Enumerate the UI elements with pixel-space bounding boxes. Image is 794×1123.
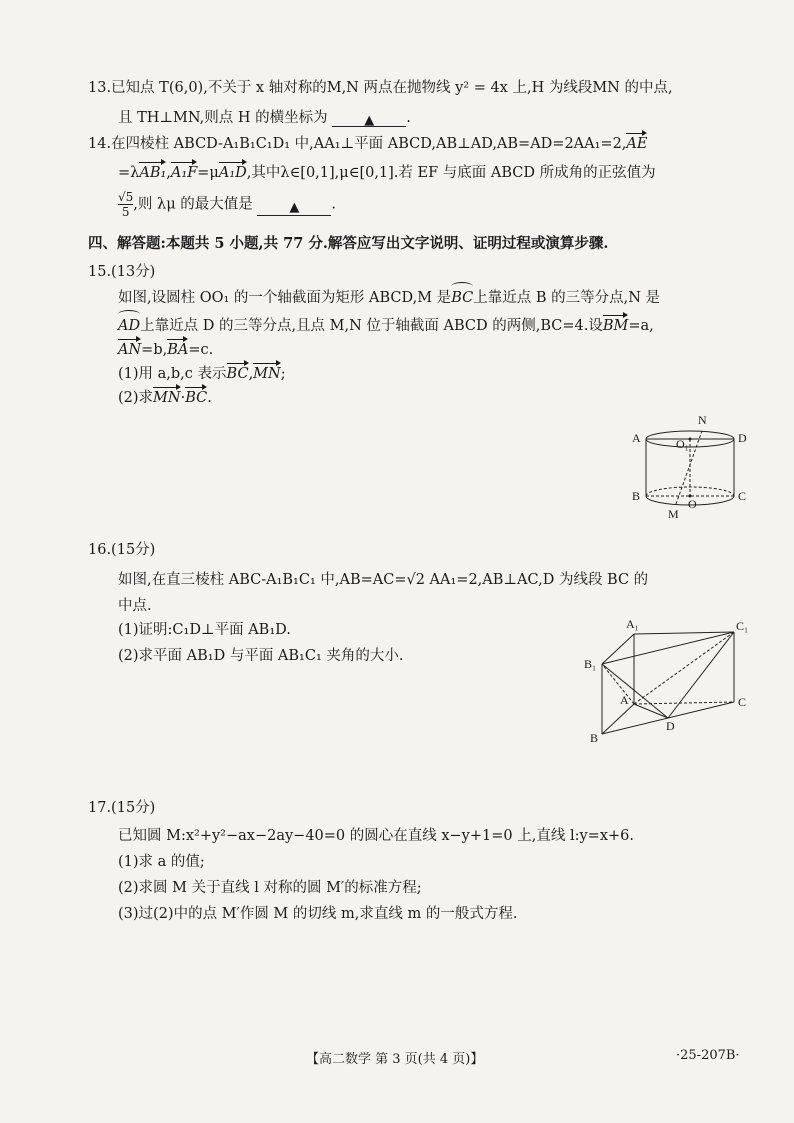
q15-sub2-dot: · xyxy=(180,390,186,406)
label-b: B xyxy=(632,489,641,503)
segment-a-b1 xyxy=(602,664,634,704)
label-o1: O₁ xyxy=(676,437,689,451)
label-m: M xyxy=(668,507,679,521)
q15-line2 xyxy=(118,316,654,336)
q13-end: . xyxy=(406,110,411,126)
label-c1: C₁ xyxy=(736,619,749,633)
q14-vector-a1d: A₁D xyxy=(218,165,247,181)
q14-line3 xyxy=(118,190,336,219)
q13-answer-blank xyxy=(332,110,406,127)
section-4-title: 四、解答题:本题共 5 小题,共 77 分.解答应写出文字说明、证明过程或演算步骤. xyxy=(88,235,609,252)
q14-sep: , xyxy=(166,165,171,181)
point-o1 xyxy=(689,438,692,441)
q15-line1a: 如图,设圆柱 OO₁ 的一个轴截面为矩形 ABCD,M 是 xyxy=(118,290,452,306)
q14-eq1: =λ xyxy=(118,165,140,181)
label-a1: A₁ xyxy=(626,617,639,631)
q14-end: . xyxy=(331,196,336,213)
answer-triangle-icon: ▲ xyxy=(364,113,375,128)
q14-answer-blank xyxy=(257,199,331,216)
q17-sub2: (2)求圆 M 关于直线 l 对称的圆 M′的标准方程; xyxy=(118,880,422,896)
q15-sub1a: (1)用 a,b,c 表示 xyxy=(118,366,227,382)
label-n: N xyxy=(698,413,707,427)
segment-c1-d xyxy=(668,632,734,718)
q16-prism-figure xyxy=(582,614,752,744)
q16-line1: 如图,在直三棱柱 ABC-A₁B₁C₁ 中,AB=AC=√2 AA₁=2,AB⊥AC,D 为线段 BC 的 xyxy=(118,572,649,588)
q15-sub2 xyxy=(118,388,212,408)
q14-vector-a1f: A₁F xyxy=(170,165,198,181)
q15-header: 15.(13分) xyxy=(88,264,156,280)
q15-sub2a: (2)求 xyxy=(118,390,154,406)
q16-sub2: (2)求平面 AB₁D 与平面 AB₁C₁ 夹角的大小. xyxy=(118,648,404,664)
segment-a-d xyxy=(634,704,668,718)
q15-vector-an: AN xyxy=(118,342,142,358)
label-c: C xyxy=(738,695,747,709)
q15-line3 xyxy=(118,340,213,360)
q15-cylinder-figure xyxy=(628,410,752,525)
footer-page-info: 【高二数学 第 3 页(共 4 页)】 xyxy=(306,1052,484,1067)
q15-sub2-end: . xyxy=(207,390,212,406)
q17-sub1: (1)求 a 的值; xyxy=(118,854,205,870)
edge-b1-a1 xyxy=(602,634,634,664)
q15-line3a: =b, xyxy=(141,342,168,358)
edge-b1-c1 xyxy=(602,632,734,664)
label-d: D xyxy=(666,719,675,733)
q16-sub1: (1)证明:C₁D⊥平面 AB₁D. xyxy=(118,622,291,638)
q14-vector-ab1: AB₁ xyxy=(139,165,167,181)
q15-sub1 xyxy=(118,364,286,384)
q14-eq2: =μ xyxy=(197,165,219,181)
footer-code: ·25-207B· xyxy=(676,1048,740,1063)
q14-line1-text: 14.在四棱柱 ABCD-A₁B₁C₁D₁ 中,AA₁⊥平面 ABCD,AB⊥AD,AB=AD=2AA₁=2, xyxy=(88,136,627,152)
q14-vector-ae: AE xyxy=(626,136,648,152)
q14-line3-text: ,则 λμ 的最大值是 xyxy=(133,196,253,213)
edge-a1-c1 xyxy=(634,632,734,634)
q13-line1: 13.已知点 T(6,0),不关于 x 轴对称的M,N 两点在抛物线 y² = 4x 上,H 为线段MN 的中点, xyxy=(88,80,673,96)
q14-line2 xyxy=(118,163,656,183)
label-b1: B₁ xyxy=(584,657,597,671)
q15-line2a: 上靠近点 D 的三等分点,且点 M,N 位于轴截面 ABCD 的两侧,BC=4.设 xyxy=(140,318,603,334)
edge-b-a xyxy=(602,704,634,734)
label-d: D xyxy=(738,431,747,445)
q17-line1: 已知圆 M:x²+y²−ax−2ay−40=0 的圆心在直线 x−y+1=0 上,直线 l:y=x+6. xyxy=(118,828,634,844)
q14-fraction xyxy=(118,190,133,219)
label-a: A xyxy=(620,693,629,707)
q15-line1b: 上靠近点 B 的三等分点,N 是 xyxy=(473,290,660,306)
q15-arc-bc: BC xyxy=(451,290,474,306)
q15-sub1-end: ; xyxy=(280,366,286,382)
q13-line2-text: 且 TH⊥MN,则点 H 的横坐标为 xyxy=(118,110,328,126)
answer-triangle-icon: ▲ xyxy=(289,199,300,215)
label-o: O xyxy=(688,497,697,511)
q13-line2 xyxy=(118,108,411,128)
q17-header: 17.(15分) xyxy=(88,800,156,816)
q15-vector-mn: MN xyxy=(253,366,281,382)
label-c: C xyxy=(738,489,747,503)
q14-line1 xyxy=(88,134,647,154)
segment-a-c1 xyxy=(634,632,734,704)
q15-vector-ba: BA xyxy=(167,342,189,358)
segment-b1-d xyxy=(602,664,668,718)
q15-vector-bm: BM xyxy=(602,318,629,334)
q15-sub1-sep: , xyxy=(248,366,254,382)
q15-vector-bc: BC xyxy=(226,366,249,382)
q14-frac-num: √5 xyxy=(118,190,134,204)
q16-line2: 中点. xyxy=(118,598,152,614)
q14-frac-den: 5 xyxy=(121,205,130,219)
q14-line2-rest: ,其中λ∈[0,1],μ∈[0,1].若 EF 与底面 ABCD 所成角的正弦值为 xyxy=(246,165,656,181)
q16-header: 16.(15分) xyxy=(88,542,156,558)
q15-line2b: =a, xyxy=(628,318,654,334)
label-b: B xyxy=(590,731,599,744)
q15-line3b: =c. xyxy=(188,342,214,358)
q17-sub3: (3)过(2)中的点 M′作圆 M 的切线 m,求直线 m 的一般式方程. xyxy=(118,906,518,922)
q15-sub2-vector-bc: BC xyxy=(185,390,208,406)
q15-line1 xyxy=(118,288,660,308)
q15-arc-ad: AD xyxy=(118,318,141,334)
q15-sub2-vector-mn: MN xyxy=(153,390,181,406)
label-a: A xyxy=(632,431,641,445)
